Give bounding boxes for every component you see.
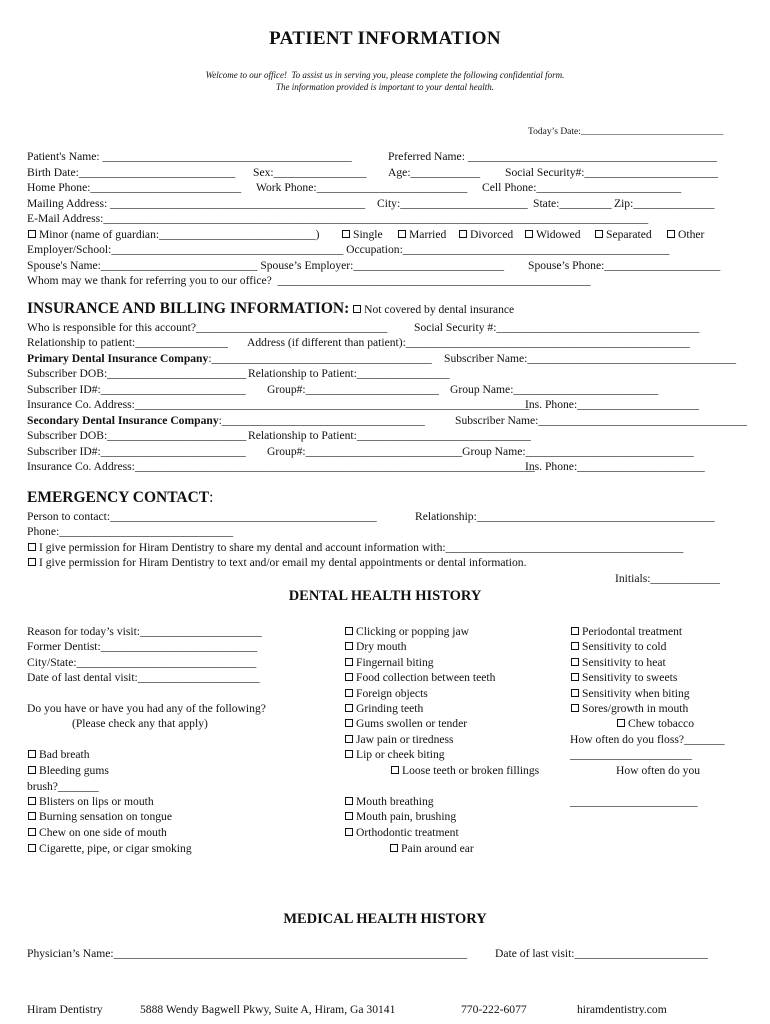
checkbox-icon[interactable] — [345, 750, 353, 758]
emergency-phone-field[interactable]: Phone:______________________________ — [27, 525, 234, 538]
primary-group-field[interactable]: Group#:_______________________ — [267, 383, 439, 396]
checkbox-icon[interactable] — [345, 642, 353, 650]
medical-heading: MEDICAL HEALTH HISTORY — [283, 911, 487, 927]
primary-subscriber-dob-field[interactable]: Subscriber DOB:________________________ — [27, 367, 247, 380]
emergency-heading: EMERGENCY CONTACT: — [27, 489, 214, 506]
grinding-checkbox[interactable]: Grinding teeth — [344, 702, 423, 716]
primary-ins-address-field[interactable]: Insurance Co. Address:____________________________________________________________________ — [27, 398, 530, 411]
gums-swollen-checkbox[interactable]: Gums swollen or tender — [344, 717, 467, 731]
responsible-field[interactable]: Who is responsible for this account?_________________________________ — [27, 321, 388, 334]
last-dental-visit-field[interactable]: Date of last dental visit:_____________________ — [27, 671, 260, 684]
secondary-subscriber-name-field[interactable]: Subscriber Name:____________________________________ — [455, 414, 748, 427]
food-collection-checkbox[interactable]: Food collection between teeth — [344, 671, 495, 685]
city-field[interactable]: City:______________________ — [377, 197, 528, 210]
loose-teeth-checkbox[interactable]: Loose teeth or broken fillings — [390, 764, 539, 778]
city-state-field[interactable]: City/State:_______________________________ — [27, 656, 257, 669]
separated-checkbox[interactable]: Separated — [594, 228, 652, 242]
pain-ear-checkbox[interactable]: Pain around ear — [389, 842, 474, 856]
share-permission-checkbox[interactable]: I give permission for Hiram Dentistry to share my dental and account information with:_________________________________________ — [27, 541, 683, 555]
checkbox-icon[interactable] — [571, 689, 579, 697]
checkbox-icon[interactable] — [571, 673, 579, 681]
chew-tobacco-checkbox[interactable]: Chew tobacco — [616, 717, 694, 731]
checkbox-icon[interactable] — [595, 230, 603, 238]
checkbox-icon[interactable] — [345, 828, 353, 836]
footer-name: Hiram Dentistry — [27, 1003, 103, 1016]
todays-date-field[interactable]: Today’s Date:______________________________ — [528, 127, 724, 137]
physician-field[interactable]: Physician’s Name:_____________________________________________________________ — [27, 947, 468, 960]
clicking-jaw-checkbox[interactable]: Clicking or popping jaw — [344, 625, 469, 639]
foreign-objects-checkbox[interactable]: Foreign objects — [344, 687, 428, 701]
insurance-heading: INSURANCE AND BILLING INFORMATION: Not covered by dental insurance — [27, 300, 515, 317]
spouse-field[interactable]: Spouse's Name:___________________________ Spouse’s Employer:__________________________ — [27, 259, 505, 272]
mailing-address-field[interactable]: Mailing Address: ____________________________________________ — [27, 197, 366, 210]
mouth-pain-checkbox[interactable]: Mouth pain, brushing — [344, 810, 456, 824]
brush-field[interactable]: brush?_______ — [27, 780, 99, 793]
checkbox-icon[interactable] — [571, 642, 579, 650]
welcome-text-2: The information provided is important to your dental health. — [276, 82, 494, 92]
checkbox-icon[interactable] — [617, 719, 625, 727]
checkbox-icon[interactable] — [391, 766, 399, 774]
checkbox-icon[interactable] — [345, 627, 353, 635]
bleeding-gums-checkbox[interactable]: Bleeding gums — [27, 764, 109, 778]
checkbox-icon[interactable] — [345, 673, 353, 681]
checkbox-icon[interactable] — [28, 766, 36, 774]
checkbox-icon[interactable] — [353, 305, 361, 313]
primary-subscriber-name-field[interactable]: Subscriber Name:____________________________________ — [444, 352, 737, 365]
sensitivity-sweets-checkbox[interactable]: Sensitivity to sweets — [570, 671, 677, 685]
secondary-insurance-field[interactable]: Secondary Dental Insurance Company:___________________________________ — [27, 414, 425, 427]
primary-ins-phone-field[interactable]: Ins. Phone:_____________________ — [525, 398, 699, 411]
preferred-name-field[interactable]: Preferred Name: ___________________________________________ — [388, 150, 718, 163]
secondary-relationship-field[interactable]: Relationship to Patient:______________________________ — [248, 429, 531, 442]
blisters-checkbox[interactable]: Blisters on lips or mouth — [27, 795, 154, 809]
welcome-text: Welcome to our office! To assist us in serving you, please complete the following confidential form. — [205, 70, 565, 80]
secondary-subscriber-id-field[interactable]: Subscriber ID#:_________________________ — [27, 445, 246, 458]
checkbox-icon[interactable] — [28, 844, 36, 852]
mouth-breathing-checkbox[interactable]: Mouth breathing — [344, 795, 434, 809]
widowed-checkbox[interactable]: Widowed — [524, 228, 581, 242]
footer-phone: 770-222-6077 — [461, 1003, 527, 1016]
employer-field[interactable]: Employer/School:________________________________________ Occupation:______________________________________________ — [27, 243, 670, 256]
checkbox-icon[interactable] — [345, 704, 353, 712]
minor-checkbox[interactable]: Minor (name of guardian:___________________________) — [27, 228, 319, 242]
ssn-field[interactable]: Social Security#:_______________________ — [505, 166, 718, 179]
sensitivity-heat-checkbox[interactable]: Sensitivity to heat — [570, 656, 666, 670]
primary-relationship-field[interactable]: Relationship to Patient:________________ — [248, 367, 450, 380]
footer-website[interactable]: hiramdentistry.com — [577, 1003, 667, 1016]
periodontal-checkbox[interactable]: Periodontal treatment — [570, 625, 682, 639]
checkbox-icon[interactable] — [345, 812, 353, 820]
birth-date-field[interactable]: Birth Date:___________________________ — [27, 166, 236, 179]
emergency-relationship-field[interactable]: Relationship:_________________________________________ — [415, 510, 715, 523]
lip-biting-checkbox[interactable]: Lip or cheek biting — [344, 748, 445, 762]
initials-field[interactable]: Initials:____________ — [615, 572, 720, 585]
checkbox-icon[interactable] — [342, 230, 350, 238]
how-often-label: How often do you — [616, 764, 701, 777]
sensitivity-cold-checkbox[interactable]: Sensitivity to cold — [570, 640, 666, 654]
checkbox-icon[interactable] — [28, 828, 36, 836]
secondary-ins-phone-field[interactable]: Ins. Phone:______________________ — [525, 460, 705, 473]
address-if-different-field[interactable]: Address (if different than patient):_________________________________________________ — [247, 336, 690, 349]
checkbox-icon[interactable] — [345, 797, 353, 805]
sex-field[interactable]: Sex:________________ — [253, 166, 367, 179]
dental-heading: DENTAL HEALTH HISTORY — [288, 588, 482, 604]
checkbox-icon[interactable] — [390, 844, 398, 852]
relationship-field[interactable]: Relationship to patient:________________ — [27, 336, 228, 349]
checkbox-icon[interactable] — [345, 735, 353, 743]
secondary-subscriber-dob-field[interactable]: Subscriber DOB:________________________ — [27, 429, 247, 442]
former-dentist-field[interactable]: Former Dentist:___________________________ — [27, 640, 258, 653]
checkbox-icon[interactable] — [571, 704, 579, 712]
primary-group-name-field[interactable]: Group Name:_________________________ — [450, 383, 659, 396]
checkbox-icon[interactable] — [525, 230, 533, 238]
checkbox-icon[interactable] — [345, 719, 353, 727]
smoking-checkbox[interactable]: Cigarette, pipe, or cigar smoking — [27, 842, 192, 856]
how-often-line[interactable]: ______________________ — [570, 795, 698, 808]
checkbox-icon[interactable] — [345, 658, 353, 666]
burning-checkbox[interactable]: Burning sensation on tongue — [27, 810, 172, 824]
cell-phone-field[interactable]: Cell Phone:_________________________ — [482, 181, 682, 194]
chew-one-side-checkbox[interactable]: Chew on one side of mouth — [27, 826, 167, 840]
primary-insurance-field[interactable]: Primary Dental Insurance Company:______________________________________ — [27, 352, 432, 365]
single-checkbox[interactable]: Single — [341, 228, 383, 242]
question-text: Do you have or have you had any of the following? — [27, 702, 266, 715]
checkbox-icon[interactable] — [571, 627, 579, 635]
home-phone-field[interactable]: Home Phone:__________________________ — [27, 181, 242, 194]
married-checkbox[interactable]: Married — [397, 228, 446, 242]
responsible-ssn-field[interactable]: Social Security #:___________________________________ — [414, 321, 700, 334]
page-title: PATIENT INFORMATION — [269, 28, 501, 49]
secondary-ins-address-field[interactable]: Insurance Co. Address:_____________________________________________________________________ — [27, 460, 535, 473]
checkbox-icon[interactable] — [28, 558, 36, 566]
divorced-checkbox[interactable]: Divorced — [458, 228, 513, 242]
checkbox-icon[interactable] — [398, 230, 406, 238]
checkbox-icon[interactable] — [28, 543, 36, 551]
dry-mouth-checkbox[interactable]: Dry mouth — [344, 640, 407, 654]
text-permission-checkbox[interactable]: I give permission for Hiram Dentistry to text and/or email my dental appointments or dental information. — [27, 556, 526, 570]
floss-field[interactable]: How often do you floss?_______ — [570, 733, 725, 746]
emergency-contact-field[interactable]: Person to contact:______________________________________________ — [27, 510, 377, 523]
checkbox-icon[interactable] — [667, 230, 675, 238]
checkbox-icon[interactable] — [571, 658, 579, 666]
checkbox-icon[interactable] — [459, 230, 467, 238]
referral-field[interactable]: Whom may we thank for referring you to our office? ______________________________________________________ — [27, 274, 591, 287]
patient-name-field[interactable]: Patient's Name: ___________________________________________ — [27, 150, 352, 163]
zip-field[interactable]: Zip:______________ — [614, 197, 715, 210]
sensitivity-biting-checkbox[interactable]: Sensitivity when biting — [570, 687, 690, 701]
other-checkbox[interactable]: Other — [666, 228, 704, 242]
primary-subscriber-id-field[interactable]: Subscriber ID#:_________________________ — [27, 383, 246, 396]
footer-address: 5888 Wendy Bagwell Pkwy, Suite A, Hiram, Ga 30141 — [140, 1003, 396, 1016]
email-field[interactable]: E-Mail Address:______________________________________________________________________________________________ — [27, 212, 649, 225]
jaw-pain-checkbox[interactable]: Jaw pain or tiredness — [344, 733, 454, 747]
reason-field[interactable]: Reason for today’s visit:_____________________ — [27, 625, 262, 638]
secondary-group-field[interactable]: Group#:___________________________Group Name:_____________________________ — [267, 445, 694, 458]
floss-line[interactable]: _____________________ — [570, 748, 692, 761]
checkbox-icon[interactable] — [28, 230, 36, 238]
checkbox-icon[interactable] — [28, 812, 36, 820]
orthodontic-checkbox[interactable]: Orthodontic treatment — [344, 826, 459, 840]
checkbox-icon[interactable] — [28, 750, 36, 758]
sores-checkbox[interactable]: Sores/growth in mouth — [570, 702, 688, 716]
checkbox-icon[interactable] — [28, 797, 36, 805]
fingernail-checkbox[interactable]: Fingernail biting — [344, 656, 434, 670]
state-field[interactable]: State:_________ — [533, 197, 612, 210]
question-instruction: (Please check any that apply) — [72, 717, 208, 730]
last-medical-visit-field[interactable]: Date of last visit:_______________________ — [495, 947, 708, 960]
work-phone-field[interactable]: Work Phone:__________________________ — [256, 181, 468, 194]
bad-breath-checkbox[interactable]: Bad breath — [27, 748, 90, 762]
age-field[interactable]: Age:____________ — [388, 166, 481, 179]
checkbox-icon[interactable] — [345, 689, 353, 697]
spouse-phone-field[interactable]: Spouse’s Phone:____________________ — [528, 259, 721, 272]
